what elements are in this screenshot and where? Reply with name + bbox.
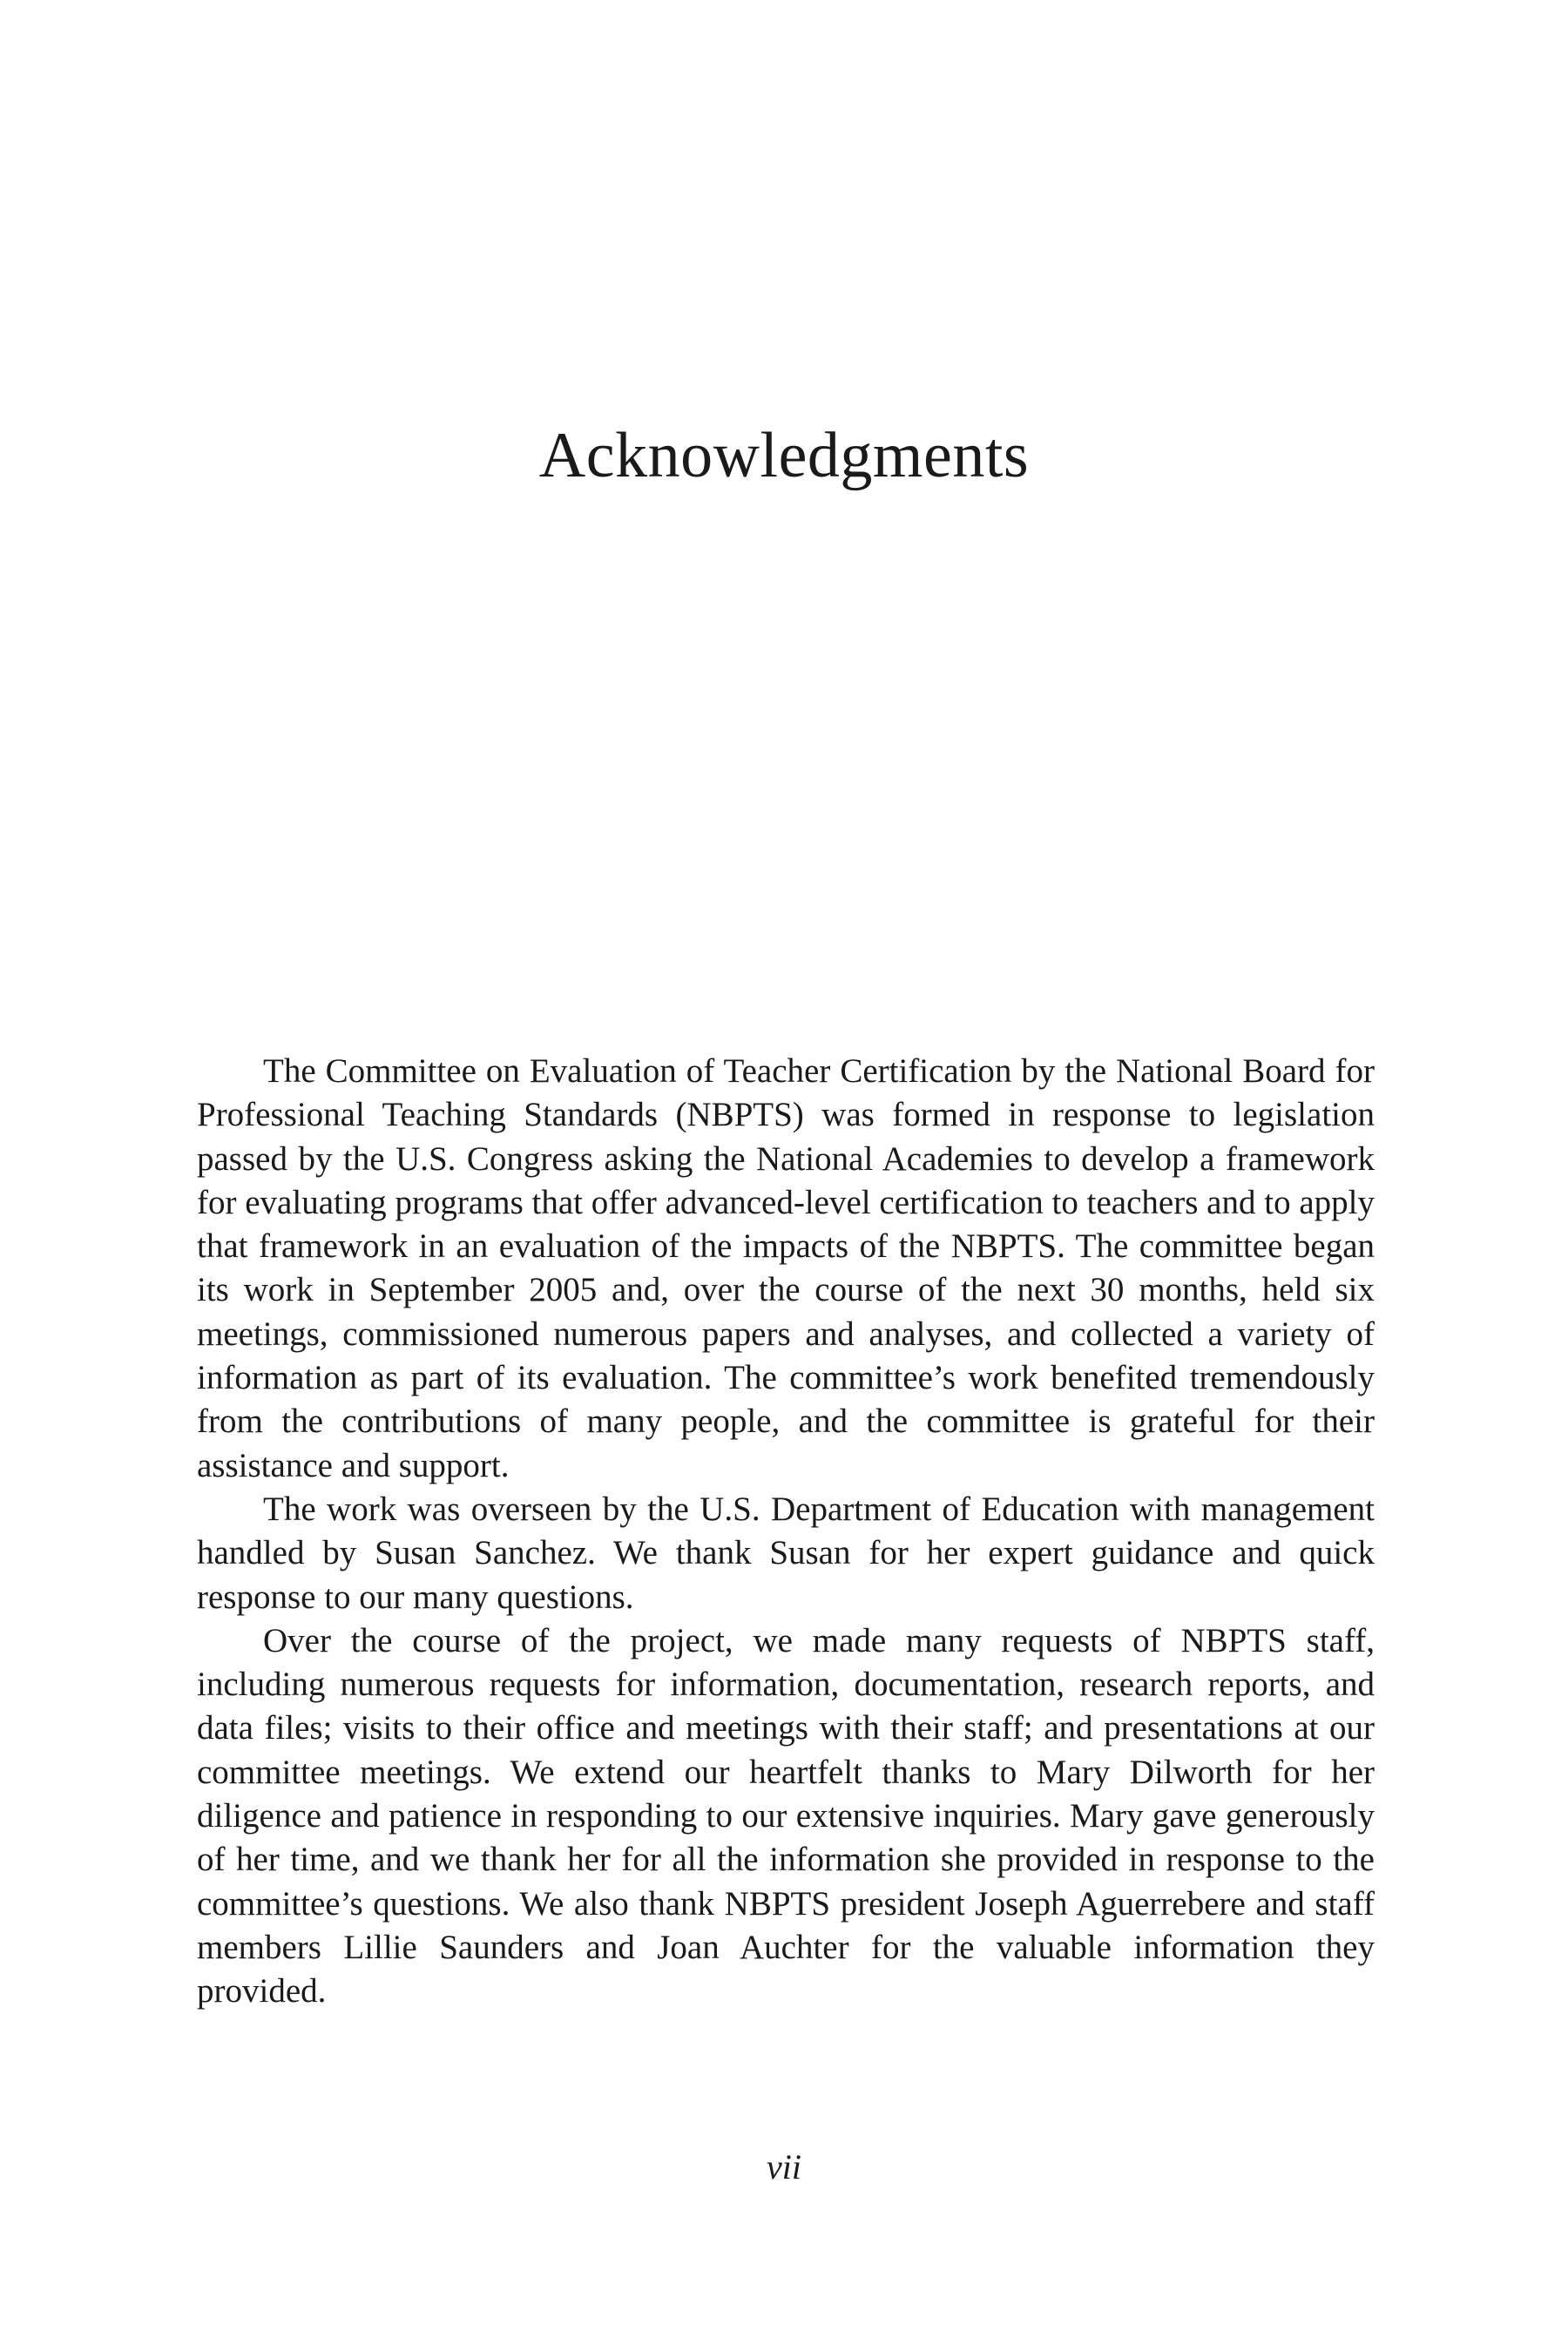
body-text (197, 1050, 1375, 2014)
page-number: vii (767, 2147, 801, 2186)
paragraph: Over the course of the project, we made many requests of NBPTS staff, including numerous requests for information, documentation, research reports, and data files; visits to their office and meetings with their staff; and presentations at our committee meetings. We extend our heartfelt thanks to Mary Dilworth for her diligence and patience in responding to our extensive inquiries. Mary gave generously of her time, and we thank her for all the information she provided in response to the committee’s questions. We also thank NBPTS president Joseph Aguerrebere and staff members Lillie Saunders and Joan Auchter for the valuable information they provided. (197, 1621, 1375, 2011)
paragraph: The Committee on Evaluation of Teacher Certification by the National Board for Professional Teaching Standards (NBPTS) was formed in response to legislation passed by the U.S. Congress asking the National Academies to develop a framework for evaluating programs that offer advanced-level certification to teachers and to apply that framework in an evaluation of the impacts of the NBPTS. The committee began its work in September 2005 and, over the course of the next 30 months, held six meetings, commissioned numerous papers and analyses, and collected a variety of information as part of its evaluation. The committee’s work benefited tremendously from the contributions of many people, and the committee is grateful for their assistance and support. (197, 1052, 1375, 1484)
paragraph: The work was overseen by the U.S. Department of Education with management handled by Susan Sanchez. We thank Susan for her expert guidance and quick response to our many questions. (197, 1490, 1375, 1616)
page-title: Acknowledgments (538, 420, 1030, 491)
